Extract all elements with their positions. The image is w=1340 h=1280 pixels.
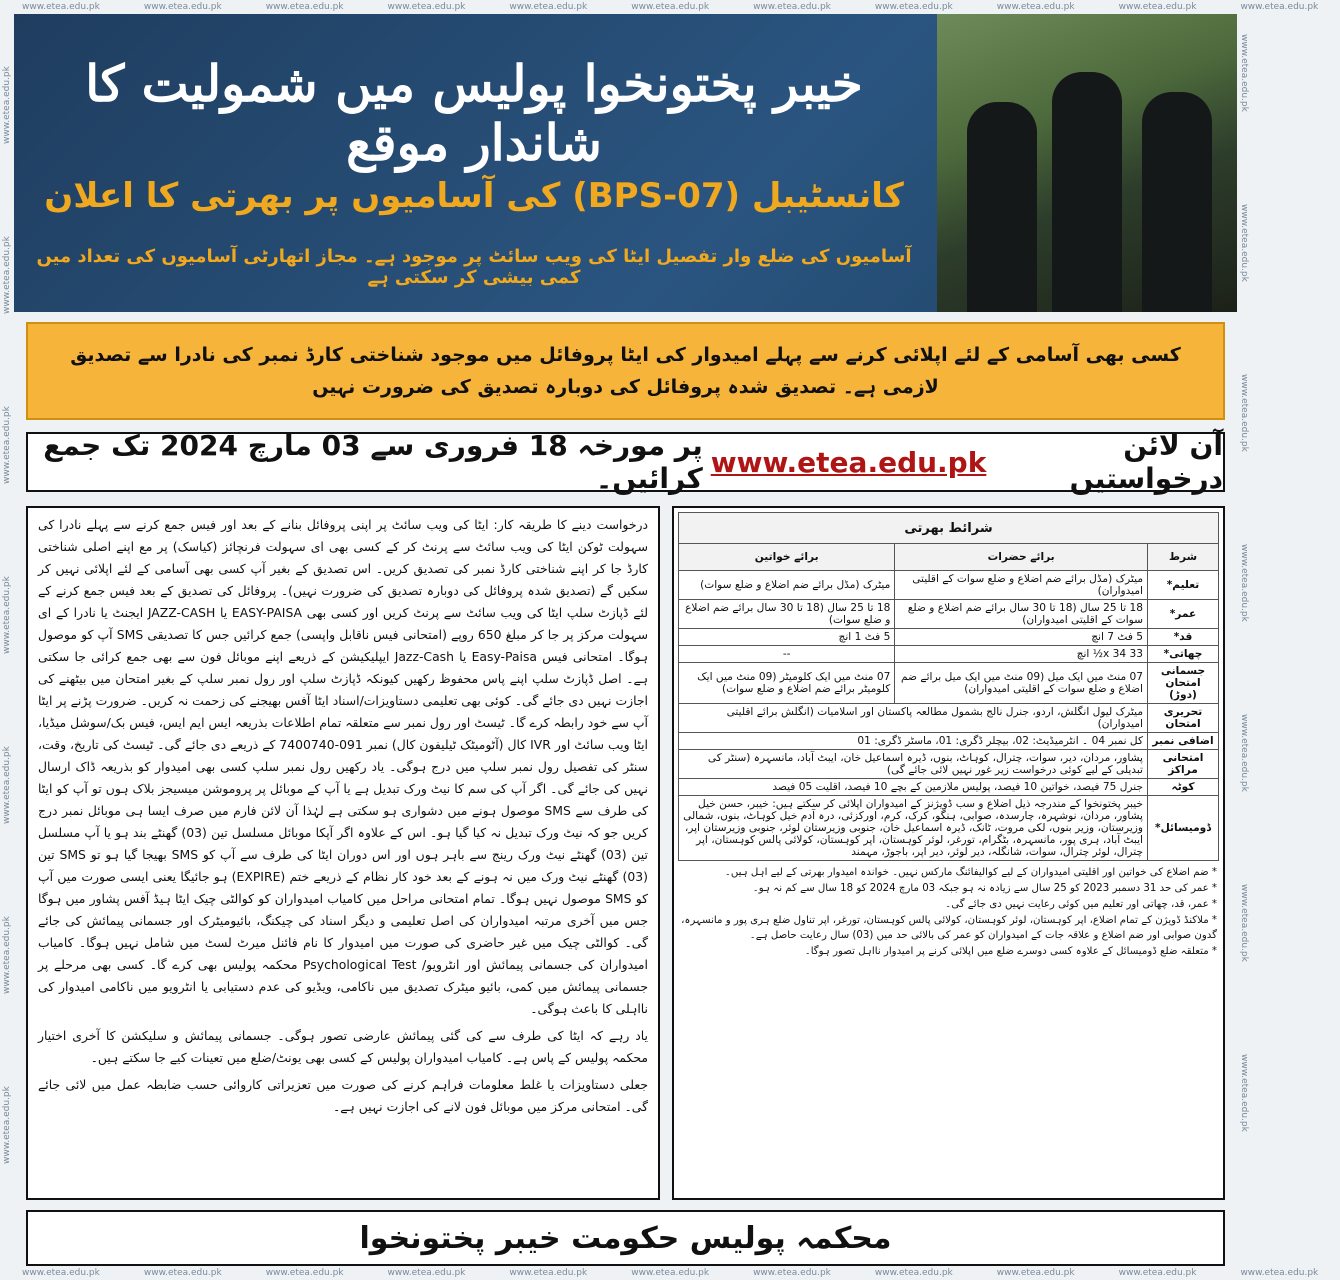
row-label: امتحانی مراکز <box>1148 750 1219 779</box>
requirements-caption: شرائط بھرتی <box>679 513 1219 544</box>
col-header-female: برائے خواتین <box>679 544 895 571</box>
cell-female: 07 منٹ میں ایک کلومیٹر (09 منٹ میں ایک کلومیٹر برائے ضم اضلاع و ضلع سوات) <box>679 663 895 704</box>
note-item: * متعلقہ ضلع ڈومیسائل کے علاوہ کسی دوسرے ضلع میں اپلائی کرنے پر امیدوار نااہل تصور ہوگا۔ <box>804 946 1217 957</box>
col-header-male: برائے حضرات <box>895 544 1148 571</box>
table-row <box>679 733 1219 750</box>
soldier-figure <box>967 102 1037 312</box>
requirements-notes <box>678 865 1219 959</box>
verification-notice-text: کسی بھی آسامی کے لئے اپلائی کرنے سے پہلے امیدوار کی ایٹا پروفائل میں موجود شناختی کارڈ نمبر کی نادرا سے تصدیق لازمی ہے۔ تصدیق شدہ پروفائل کی دوبارہ تصدیق کی ضرورت نہیں <box>70 344 1181 398</box>
footer-title: محکمہ پولیس حکومت خیبر پختونخوا <box>359 1220 892 1256</box>
banner-title: خیبر پختونخوا پولیس میں شمولیت کا شاندار موقع <box>85 54 863 172</box>
watermark-bottom: www.etea.edu.pk www.etea.edu.pk www.etea.edu.pk www.etea.edu.pk www.etea.edu.pk www.etea.edu.pk www.etea.edu.pk www.etea.edu.pk www.etea.edu.pk www.etea.edu.pk www.etea.edu.pk <box>22 1268 1319 1278</box>
application-procedure <box>26 506 660 1200</box>
cell-female: 5 فٹ 1 انچ <box>679 629 895 646</box>
cell-both: میٹرک لیول انگلش، اردو، جنرل نالج بشمول مطالعہ پاکستان اور اسلامیات (انگلش برائے اقلیتی امیدواران) <box>679 704 1148 733</box>
etea-website-link[interactable]: www.etea.edu.pk <box>710 445 987 479</box>
cell-male: 18 تا 25 سال (18 تا 30 سال برائے ضم اضلاع و ضلع سوات کے اقلیتی امیدواران) <box>895 600 1148 629</box>
table-row <box>679 704 1219 733</box>
table-row <box>679 571 1219 600</box>
recruitment-requirements <box>672 506 1225 1200</box>
note-item: * ضم اضلاع کی خواتین اور اقلیتی امیدواران کے لیے کوالیفائنگ مارکس نہیں۔ خواندہ امیدوار بھرتی کے لیے اہل ہیں۔ <box>724 867 1217 878</box>
row-label: اضافی نمبر <box>1148 733 1219 750</box>
table-row <box>679 750 1219 779</box>
cell-female: میٹرک (مڈل برائے ضم اضلاع و ضلع سوات) <box>679 571 895 600</box>
table-row <box>679 646 1219 663</box>
apply-text-before: آن لائن درخواستیں <box>1069 429 1223 495</box>
row-label: تحریری امتحان <box>1148 704 1219 733</box>
cell-male: میٹرک (مڈل برائے ضم اضلاع و ضلع سوات کے اقلیتی امیدواران) <box>895 571 1148 600</box>
cell-male: 5 فٹ 7 انچ <box>895 629 1148 646</box>
cell-male: 07 منٹ میں ایک میل (09 منٹ میں ایک میل برائے ضم اضلاع و ضلع سوات کے اقلیتی امیدواران) <box>895 663 1148 704</box>
watermark-top: www.etea.edu.pk www.etea.edu.pk www.etea.edu.pk www.etea.edu.pk www.etea.edu.pk www.etea.edu.pk www.etea.edu.pk www.etea.edu.pk www.etea.edu.pk www.etea.edu.pk www.etea.edu.pk <box>22 2 1319 12</box>
table-row <box>679 663 1219 704</box>
soldier-figure <box>1052 72 1122 312</box>
table-row <box>679 796 1219 861</box>
watermark-right: www.etea.edu.pk www.etea.edu.pk www.etea.edu.pk www.etea.edu.pk www.etea.edu.pk www.etea.edu.pk www.etea.edu.pk <box>1239 34 1249 1132</box>
soldier-figure <box>1142 92 1212 312</box>
banner-note: آسامیوں کی ضلع وار تفصیل ایٹا کی ویب سائٹ پر موجود ہے۔ مجاز اتھارٹی آسامیوں کی تعداد میں کمی بیشی کر سکتی ہے <box>36 246 912 288</box>
procedure-paragraph: جعلی دستاویزات یا غلط معلومات فراہم کرنے کی صورت میں تعزیراتی کاروائی حسب ضابطہ عمل میں لائی جائے گی۔ امتحانی مرکز میں موبائل فون لانے کی اجازت نہیں ہے۔ <box>38 1077 648 1114</box>
verification-notice <box>26 322 1225 420</box>
row-label: چھاتی* <box>1148 646 1219 663</box>
cell-female: -- <box>679 646 895 663</box>
note-item: * ملاکنڈ ڈویژن کے تمام اضلاع، اپر کوہستان، لوئر کوہستان، کولائی پالس کوہستان، تورغر، اپر تناول ضلع ہری پور و مانسہرہ، گدون صوابی اور ضم اضلاع و علاقہ جات کے امیدواران کو عمر کی بالائی حد میں (03) سال رعایت حاصل ہے۔ <box>681 915 1217 941</box>
banner-subtitle: کانسٹیبل (BPS-07) کی آسامیوں پر بھرتی کا اعلان <box>44 176 904 216</box>
table-row <box>679 600 1219 629</box>
requirements-table <box>678 512 1219 861</box>
cell-both: جنرل 75 فیصد، خواتین 10 فیصد، پولیس ملازمین کے بچے 10 فیصد، اقلیت 05 فیصد <box>679 779 1148 796</box>
row-label: ڈومیسائل* <box>1148 796 1219 861</box>
cell-both: کل نمبر 04 ۔ انٹرمیڈیٹ: 02، بیچلر ڈگری: 01، ماسٹر ڈگری: 01 <box>679 733 1148 750</box>
apply-text-after: پر مورخہ 18 فروری سے 03 مارچ 2024 تک جمع کرائیں۔ <box>43 429 703 495</box>
police-commandos-photo <box>937 14 1237 312</box>
apply-online-banner <box>26 429 1225 495</box>
col-header-condition: شرط <box>1148 544 1219 571</box>
cell-both: خیبر پختونخوا کے مندرجہ ذیل اضلاع و سب ڈویژنز کے امیدواران اپلائی کر سکتے ہیں: خیبر، حسن خیل پشاور، مردان، نوشہرہ، چارسدہ، صوابی، ہنگو، کرک، کرم، اورکزئی، درہ آدم خیل کوہاٹ، بنوں، شمالی وزیرستان، وزیر بنوں، لکی مروت، ٹانک، ڈیرہ اسماعیل خان، جنوبی وزیرستان لوئر، جنوبی وزیرستان اپر، ایبٹ آباد، ہری پور، مانسہرہ، بٹگرام، تورغر، لوئر کوہستان، اپر کوہستان، کولائی پالس کوہستان، اپر چترال، لوئر چترال، سوات، شانگلہ، دیر لوئر، دیر اپر، باجوڑ، مہمند <box>679 796 1148 861</box>
footer-department <box>26 1210 1225 1266</box>
procedure-paragraph: یاد رہے کہ ایٹا کی طرف سے کی گئی پیمائش عارضی تصور ہوگی۔ جسمانی پیمائش و سلیکشن کا آخری اختیار محکمہ پولیس کے پاس ہے۔ کامیاب امیدواران پولیس کے کسی بھی یونٹ/ضلع میں تعینات کیے جا سکتے ہیں۔ <box>38 1028 648 1065</box>
row-label: قد* <box>1148 629 1219 646</box>
watermark-left: www.etea.edu.pk www.etea.edu.pk www.etea.edu.pk www.etea.edu.pk www.etea.edu.pk www.etea.edu.pk www.etea.edu.pk <box>2 66 12 1164</box>
note-item: * عمر، قد، چھاتی اور تعلیم میں کوئی رعایت نہیں دی جائے گی۔ <box>945 899 1217 910</box>
table-row <box>679 779 1219 796</box>
row-label: جسمانی امتحان (دوڑ) <box>1148 663 1219 704</box>
row-label: تعلیم* <box>1148 571 1219 600</box>
cell-male: 33 x 34½ انچ <box>895 646 1148 663</box>
procedure-paragraph: درخواست دینے کا طریقہ کار: ایٹا کی ویب سائٹ پر اپنی پروفائل بنانے کے بعد اور فیس جمع کرنے سے پہلے نادرا کی سہولت ٹوکن ایٹا کی ویب سائٹ سے پرنٹ کر کے کسی بھی ای سہولت فرنچائز (کیاسک) پر مع اپنے اصلی شناختی کارڈ جا کر اپنے شناختی کارڈ نمبر کی تصدیق کریں۔ اس تصدیق کے بغیر آپ کسی بھی آسامی کے لئے اپلائی نہیں کر سکیں گے (تصدیق شدہ پروفائل کی دوبارہ تصدیق کی ضرورت نہیں)۔ پروفائل کی تصدیق کے بعد فیس جمع کرنے کے لئے ڈپازٹ سلپ ایٹا کی ویب سائٹ سے پرنٹ کریں اور کسی بھی EASY-PAISA یا JAZZ-CASH ایجنٹ یا نادرا کے ای سہولت مرکز پر جا کر مبلغ 650 روپے (امتحانی فیس ناقابل واپسی) جمع کرائیں جس کا تصدیقی SMS آپ کو موصول ہوگا۔ امتحانی فیس Easy-Paisa یا Jazz-Cash ایپلیکیشن کے ذریعے اپنے موبائل فون سے بھی جمع کرائی جا سکتی ہے۔ اصل ڈپازٹ سلپ اپنے پاس محفوظ رکھیں کیونکہ ڈپازٹ سلپ اور رول نمبر سلپ کے بغیر امتحان میں بیٹھنے کی اجازت نہیں دی جائے گی۔ کوئی بھی تعلیمی دستاویزات/اسناد ایٹا آفس بھیجنے کی زحمت نہ کریں۔ ضرورت پڑنے پر ایٹا آپ سے خود رابطہ کرے گا۔ ٹیسٹ اور رول نمبر سے متعلقہ تمام اطلاعات بذریعہ ایس ایم ایس، فیس بک/سوشل میڈیا، ایٹا ویب سائٹ اور IVR کال (آٹومیٹک ٹیلیفون کال) نمبر 091-7400740 کے ذریعے دی جائے گی۔ ٹیسٹ کی تاریخ، وقت، سنٹر کی تفصیل رول نمبر سلپ میں درج ہوگی۔ یاد رکھیں رول نمبر سلپ کسی بھی امیدوار کو بذریعہ ڈاک ارسال نہیں کی جائے گی۔ اگر آپ کی سم کا نیٹ ورک تبدیل ہے یا آپ کے موبائل پر پروموشن میسیجز بلاک ہوں تو آپ کو ایٹا کی طرف سے SMS موصول ہونے میں دشواری ہو سکتی ہے لہٰذا آن لائن فارم میں صرف ایسا ہی موبائل نمبر درج کریں جو کہ نیٹ ورک تبدیل نہ کیا گیا ہو۔ اس کے علاوہ اگر آپکا موبائل مسلسل تین (03) گھنٹے بند ہو یا آپ مسلسل تین (03) گھنٹے نیٹ ورک رینج سے باہر ہوں اور اس دوران ایٹا کی طرف سے آپ کو SMS بھیجا گیا ہو تو SMS تین (03) گھنٹے نیٹ ورک میں نہ ہونے کے بعد خود کار نظام کے ذریعے ختم (EXPIRE) ہو جائیگا یعنی ایسی صورت میں آپ کو SMS موصول نہیں ہوگا۔ تمام امتحانی مراحل میں کامیاب امیدواران کو کوالٹی چیک ایٹا ہیڈ آفس پشاور میں ہوگا جس میں آخری مرتبہ امیدواران کی اصل تعلیمی و دیگر اسناد کی چیکنگ، بائیومیٹرک اور جسمانی پیمائش کی جائے گی۔ کوالٹی چیک میں غیر حاضری کی صورت میں امیدوار کا نام فائنل میرٹ لسٹ میں شامل نہیں ہوگا۔ کامیاب امیدواران کی جسمانی پیمائش اور انٹرویو/ Psychological Test محکمہ پولیس بھی کرے گا۔ کسی بھی مرحلے پر جسمانی پیمائش میں کمی، بائیو میٹرک تصدیق میں ناکامی، ویڈیو کی عدم دستیابی یا انٹرویو میں ناکامی امیدوار کی نااہلی کا باعث ہوگی۔ <box>38 517 649 1016</box>
note-item: * عمر کی حد 31 دسمبر 2023 کو 25 سال سے زیادہ نہ ہو جبکہ 03 مارچ 2024 کو 18 سال سے کم نہ ہو۔ <box>752 883 1217 894</box>
table-row <box>679 629 1219 646</box>
row-label: عمر* <box>1148 600 1219 629</box>
cell-female: 18 تا 25 سال (18 تا 30 سال برائے ضم اضلاع و ضلع سوات) <box>679 600 895 629</box>
header-banner <box>14 14 1237 312</box>
cell-both: پشاور، مردان، دیر، سوات، چترال، کوہاٹ، بنوں، ڈیرہ اسماعیل خان، ایبٹ آباد، مانسہرہ (سنٹر کی تبدیلی کے لیے کوئی درخواست زیر غور نہیں لائی جائے گی) <box>679 750 1148 779</box>
row-label: کوٹہ <box>1148 779 1219 796</box>
